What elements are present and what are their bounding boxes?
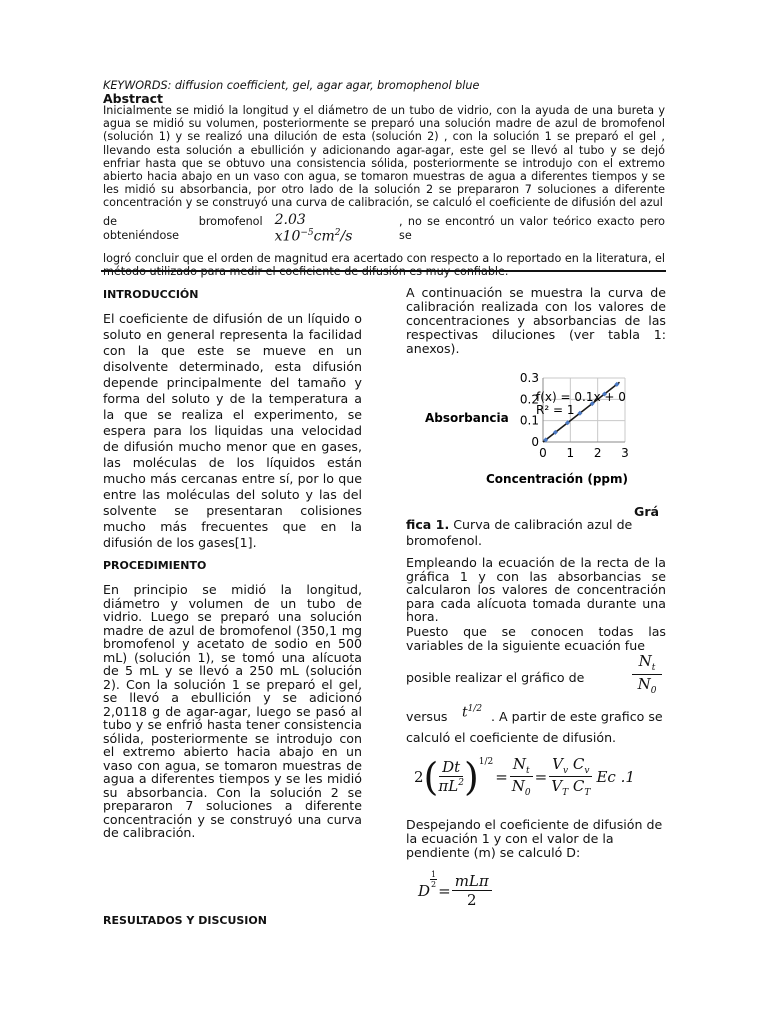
variables-paragraph: Puesto que se conocen todas las variables de la siguiente ecuación fue xyxy=(406,624,666,653)
calibration-chart xyxy=(406,365,666,495)
intro-heading: INTRODUCCIÓN xyxy=(103,288,199,301)
eq1-volume-fraction xyxy=(549,755,592,798)
eq1-vv-sub: v xyxy=(563,766,569,776)
eq1-ratio-fraction xyxy=(510,755,533,798)
abstract-result-lead: de bromofenol obteniéndose xyxy=(103,215,263,242)
eq1-equals-1: = xyxy=(495,767,508,786)
eq1-vol-den xyxy=(551,777,590,798)
eq1-vt: V xyxy=(551,777,563,795)
chart-x-tick-label: 3 xyxy=(621,446,629,460)
results-heading: RESULTADOS Y DISCUSION xyxy=(103,914,267,927)
eq2-denominator: 2 xyxy=(466,891,477,909)
chart-annotation-equation: f(x) = 0.1x + 0 xyxy=(536,390,626,404)
eq1-ct: C xyxy=(572,777,585,795)
abstract-paragraph-3: logró concluir que el orden de magnitud era acertado con respecto a lo reportado en la literatura, el xyxy=(103,251,665,265)
value-per: /s xyxy=(340,228,353,245)
eq1-ct-sub: T xyxy=(584,788,591,798)
eq2-exp-num: 1 xyxy=(431,870,437,879)
plot-sentence-tail: . A partir de este grafico se xyxy=(491,709,663,724)
solve-paragraph: Despejando el coeficiente de difusión de la ecuación 1 y con el valor de la pendiente (m) se calculó D: xyxy=(406,817,663,860)
eq1-inner-fraction xyxy=(438,758,464,795)
diffusion-coefficient-value xyxy=(274,211,387,245)
chart-y-tick-label: 0.2 xyxy=(519,392,539,407)
value-times: x xyxy=(274,228,283,245)
eq1-right-paren: ) xyxy=(463,754,479,799)
eq1-cv: C xyxy=(572,755,585,773)
procedure-heading: PROCEDIMIENTO xyxy=(103,559,207,572)
eq2-exp-den: 2 xyxy=(431,880,437,889)
eq1-vv: V xyxy=(552,755,563,773)
equation-intro-paragraph: Empleando la ecuación de la recta de la gráfica 1 y con las absorbancias se calcularon los valores de concentración para cada alícuota tomada durante una hora. xyxy=(406,555,666,624)
abstract-title: Abstract xyxy=(103,91,164,106)
chart-x-tick-label: 2 xyxy=(593,446,602,460)
chart-y-tick-label: 0.3 xyxy=(519,371,539,385)
eq2-exponent xyxy=(430,870,437,889)
value-coef: 2.03 xyxy=(274,211,306,228)
t-exponent: 1/2 xyxy=(467,704,483,714)
figure-caption-text: Curva de calibración azul de bromofenol. xyxy=(406,517,633,548)
ratio-denominator xyxy=(632,675,662,696)
figure-caption-label: fica 1. xyxy=(406,517,450,532)
chart-y-tick-label: 0.1 xyxy=(519,413,539,428)
eq1-ratio-den xyxy=(512,777,531,798)
eq1-dt: Dt xyxy=(439,758,463,777)
ratio-fraction xyxy=(632,652,662,696)
chart-y-axis-label: Absorbancia xyxy=(425,411,509,425)
chart-annotation-r2: R² = 1 xyxy=(536,403,575,417)
eq1-vol-num xyxy=(549,755,592,777)
eq1-pil-exp: 2 xyxy=(458,778,464,788)
chart-x-axis-label: Concentración (ppm) xyxy=(486,472,628,486)
intro-body: El coeficiente de difusión de un líquido o soluto en general representa la facilidad con la que este se mueve en un disolvente determinado, esta difusión depende principalmente del tamaño y forma del soluto y de la temperatura a la que se realiza el experimento, se espera para los liquidas una velocidad de difusión mucho menor que en gases, las moléculas de los líquidos están mucho más cercanas entre sí, por lo que entre las moléculas del soluto y las del solvente se presentaran colisiones mucho más frecuentes que en la difusión de los gases[1]. xyxy=(103,311,362,550)
eq1-cv-sub: v xyxy=(584,766,590,776)
value-unit: cm xyxy=(313,228,335,245)
equation-1 xyxy=(414,755,635,798)
t-symbol: t xyxy=(462,704,468,721)
eq2-fraction xyxy=(452,872,492,909)
eq1-left-paren: ( xyxy=(423,754,439,799)
t-half-symbol xyxy=(462,704,482,721)
eq2-equals: = xyxy=(438,881,451,900)
chart-x-tick-label: 0 xyxy=(539,446,547,460)
eq1-pil-text: πL xyxy=(438,777,459,795)
eq1-nt: N xyxy=(512,755,526,773)
ratio-den-n: N xyxy=(637,675,651,693)
eq2-d: D xyxy=(418,881,431,900)
chart-x-tick-label: 1 xyxy=(566,446,575,460)
versus-word: versus xyxy=(406,709,448,724)
eq1-nt-sub: t xyxy=(525,766,530,776)
plot-sentence-lead: posible realizar el gráfico de xyxy=(406,670,585,685)
figure-caption-prefix: Grá xyxy=(634,504,660,519)
chart-y-tick-label: 0 xyxy=(531,435,539,449)
eq1-pil xyxy=(438,777,464,795)
eq1-label: Ec .1 xyxy=(596,767,635,786)
eq2-numerator: mLπ xyxy=(452,872,492,891)
abstract-result-line xyxy=(103,211,665,245)
eq1-n0-sub: 0 xyxy=(524,788,531,798)
section-divider xyxy=(101,270,666,272)
diffusion-calc-line: calculó el coeficiente de difusión. xyxy=(406,730,617,745)
value-base: 10 xyxy=(282,228,301,245)
ratio-num-n: N xyxy=(638,652,652,670)
eq1-equals-2: = xyxy=(534,767,548,786)
ratio-num-sub: t xyxy=(651,663,656,673)
right-intro-paragraph: A continuación se muestra la curva de calibración realizada con los valores de concentraciones y absorbancias de las respectivas diluciones (ver tabla 1: anexos). xyxy=(406,285,666,356)
eq1-exponent: 1/2 xyxy=(478,757,494,767)
eq1-vt-sub: T xyxy=(562,788,569,798)
procedure-body: En principio se midió la longitud, diámetro y volumen de un tubo de vidrio. Luego se preparó una solución madre de azul de bromofenol (350,1 mg bromofenol y acetato de sodio en 500 mL) (solución 1), se tomó una alícuota de 5 mL y se llevó a 250 mL (solución 2). Con la solución 1 se preparó el gel, se llevó a ebullición y se adicionó 2,0118 g de agar-agar, luego se pasó al tubo y se enfrió hasta tener consistencia sólida, posteriormente se introdujo con el extremo abierto hacia abajo en un vaso con agua, se tomaron muestras de agua a diferentes tiempos y se les midió su absorbancia. Con la solución 2 se prepararon 7 soluciones a diferente concentración y se construyó una curva de calibración. xyxy=(103,582,362,840)
ratio-den-sub: 0 xyxy=(650,686,657,696)
abstract-paragraph-1: Inicialmente se midió la longitud y el diámetro de un tubo de vidrio, con la ayuda de una bureta y agua se midió su volumen, posteriormente se preparó una solución madre de azul de bromofenol (solución 1) y se realizó una dilución de esta (solución 2) , con la solución 1 se preparó el gel , llevando esta solución a ebullición y adicionando agar-agar, este gel se llevó al tubo y se dejó enfriar hasta que se obtuvo una consistencia sólida, posteriormente se introdujo con el extremo abierto hacia abajo en un vaso con agua, se tomaron muestras de agua a diferentes tiempos y se les midió su absorbancia, por otro lado de la solución 2 se prepararon 7 soluciones a diferente concentración y se construyó una curva de calibración, se calculó el coeficiente de difusión del azul xyxy=(103,104,665,210)
value-unit-exp: 2 xyxy=(334,227,341,238)
eq1-n0: N xyxy=(511,777,525,795)
keywords-line: KEYWORDS: diffusion coefficient, gel, agar agar, bromophenol blue xyxy=(103,79,480,92)
eq1-ratio-num xyxy=(510,755,533,777)
abstract-result-tail: , no se encontró un valor teórico exacto pero se xyxy=(399,215,665,242)
ratio-numerator xyxy=(632,652,662,675)
eq1-lead: 2 xyxy=(414,767,424,786)
equation-2 xyxy=(418,872,492,909)
abstract-body xyxy=(103,104,665,278)
figure-caption xyxy=(406,517,666,549)
value-exp: −5 xyxy=(300,227,314,238)
